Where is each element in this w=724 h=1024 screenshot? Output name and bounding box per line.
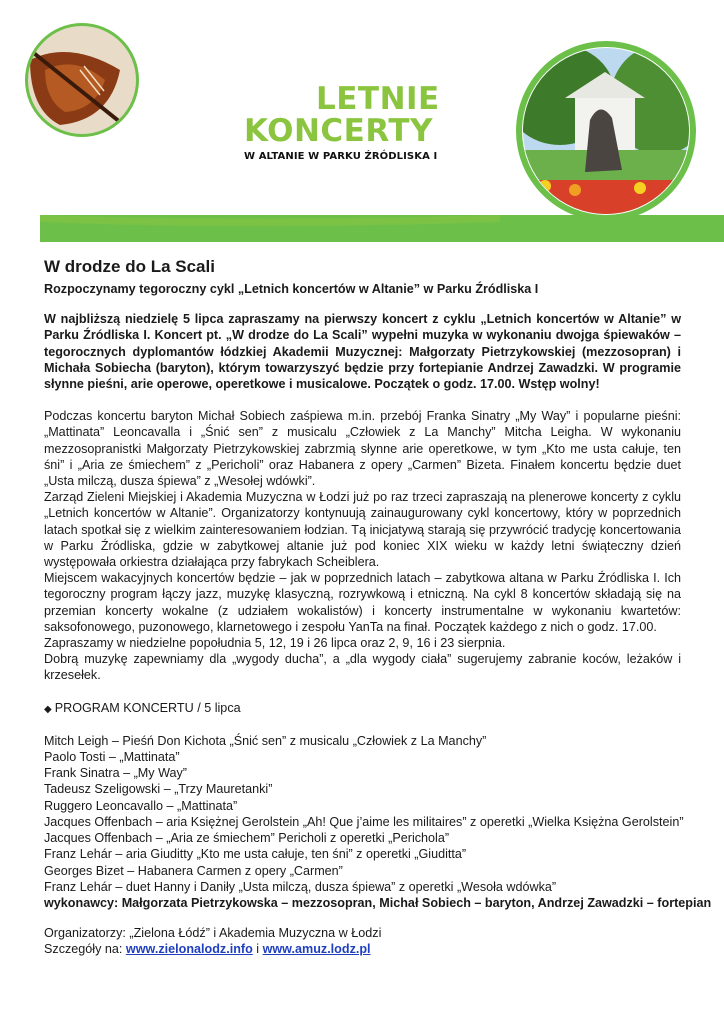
conjunction: i [252, 942, 263, 957]
details-prefix: Szczegóły na: [44, 942, 126, 957]
link-zielonalodz[interactable]: www.zielonalodz.info [125, 942, 253, 957]
article [44, 257, 712, 958]
organizers-block [44, 925, 681, 957]
article-body [44, 408, 681, 683]
program-item: Jacques Offenbach – „Aria ze śmiechem” Pericholi z operetki „Perichola” [44, 831, 450, 846]
link-amuz[interactable]: www.amuz.lodz.pl [262, 942, 371, 957]
article-lead: W najbliższą niedzielę 5 lipca zapraszamy na pierwszy koncert z cyklu „Letnich koncertów w Altanie” w Parku Źródliska I. Koncert pt. „W drodze do La Scali” wypełni muzyka w wykonaniu dwojga śpiewaków – tegorocznych dyplomantów łódzkiej Akademii Muzycznej: Małgorzaty Pietrzykowskiej (mezzosopran) i Michała Sobiecha (baryton), którym towarzyszyć będzie przy fortepianie Andrzej Zawadzki. W programie słynne pieśni, arie operowe, operetkowe i musicalowe. Początek o godz. 17.00. Wstęp wolny! [44, 312, 681, 392]
details-line [44, 941, 681, 957]
paragraph: Zarząd Zieleni Miejskiej i Akademia Muzyczna w Łodzi już po raz trzeci zapraszają na plenerowe koncerty z cyklu „Letnich koncertów w Altanie”. Organizatorzy kontynuują zainaugurowany cykl koncertowy, który w poprzednich latach spotkał się z wielkim zainteresowaniem łodzian. Tą inicjatywą starają się przywrócić tradycję koncertowania w Parku Źródliska, gdzie w zabytkowej altanie już pod koniec XIX wieku w każdy letni świąteczny dzień występowała orkiestra działająca przy fabrykach Scheiblera. [44, 490, 681, 570]
program-item: Georges Bizet – Habanera Carmen z opery „Carmen” [44, 863, 343, 878]
program-item: Tadeusz Szeligowski – „Trzy Mauretanki” [44, 782, 273, 797]
paragraph: Dobrą muzykę zapewniamy dla „wygody ducha”, a „dla wygody ciała” sugerujemy zabranie koców, leżaków i krzesełek. [44, 652, 681, 683]
title-line3: W ALTANIE W PARKU ŹRÓDLISKA I [244, 151, 438, 162]
program-item: Mitch Leigh – Pieśń Don Kichota „Śnić sen” z musicalu „Człowiek z La Manchy” [44, 733, 487, 748]
program-item: Ruggero Leoncavallo – „Mattinata” [44, 798, 238, 813]
diamond-icon: ◆ [44, 703, 52, 715]
title-line1: LETNIE [316, 81, 440, 117]
program-item: Jacques Offenbach – aria Księżnej Gerolstein „Ah! Que j’aime les militaires” z operetki „Wielka Księżna Gerolstein” [44, 814, 684, 829]
program-item: Paolo Tosti – „Mattinata” [44, 750, 180, 765]
program-item: Frank Sinatra – „My Way” [44, 766, 187, 781]
header-banner [0, 0, 724, 245]
paragraph: Zapraszamy w niedzielne popołudnia 5, 12, 19 i 26 lipca oraz 2, 9, 16 i 23 sierpnia. [44, 636, 506, 651]
program-item: Franz Lehár – aria Giuditty „Kto me usta całuje, ten śni” z operetki „Giuditta” [44, 847, 467, 862]
program-list [44, 733, 712, 911]
title-block [244, 81, 474, 162]
title-line2: KONCERTY [244, 113, 433, 149]
paragraph: Miejscem wakacyjnych koncertów będzie – jak w poprzednich latach – zabytkowa altana w Parku Źródliska I. Ich tegoroczny program łączy jazz, muzykę klasyczną, rozrywkową i etniczną. Na cykl 8 koncertów składają się na przemian koncerty wokalne (z udziałem wokalistów) i koncerty instrumentalne w wykonaniu kwartetów: saksofonowego, puzonowego, klarnetowego i zespołu YanTa na finał. Początek każdego z nich o godz. 17.00. [44, 571, 681, 634]
program-heading-row [44, 700, 681, 718]
paragraph: Podczas koncertu baryton Michał Sobiech zaśpiewa m.in. przebój Franka Sinatry „My Way” i popularne pieśni: „Mattinata” Leoncavalla i „Śnić sen” z musicalu „Człowiek z La Manchy” Mitcha Leigha. W wykonaniu mezzosopranistki Małgorzaty Pietrzykowskiej zabrzmią słynne arie operetkowe, w tym „Kto me usta całuje, ten śni” i „Aria ze śmiechem” z „Pericholi” oraz Habanera z opery „Carmen” Bizeta. Finałem koncertu będzie duet „Usta milczą, dusza śpiewa” z „Wesołej wdówki”. [44, 409, 681, 489]
organizers: Organizatorzy: „Zielona Łódź” i Akademia Muzyczna w Łodzi [44, 926, 382, 941]
program-heading: PROGRAM KONCERTU / 5 lipca [54, 700, 241, 715]
performers: wykonawcy: Małgorzata Pietrzykowska – mezzosopran, Michał Sobiech – baryton, Andrzej Zawadzki – fortepian [44, 895, 712, 910]
program-item: Franz Lehár – duet Hanny i Daniły „Usta milczą, dusza śpiewa” z operetki „Wesoła wdówka” [44, 879, 557, 894]
article-subtitle: Rozpoczynamy tegoroczny cykl „Letnich koncertów w Altanie” w Parku Źródliska I [44, 282, 539, 296]
article-heading: W drodze do La Scali [44, 257, 215, 276]
